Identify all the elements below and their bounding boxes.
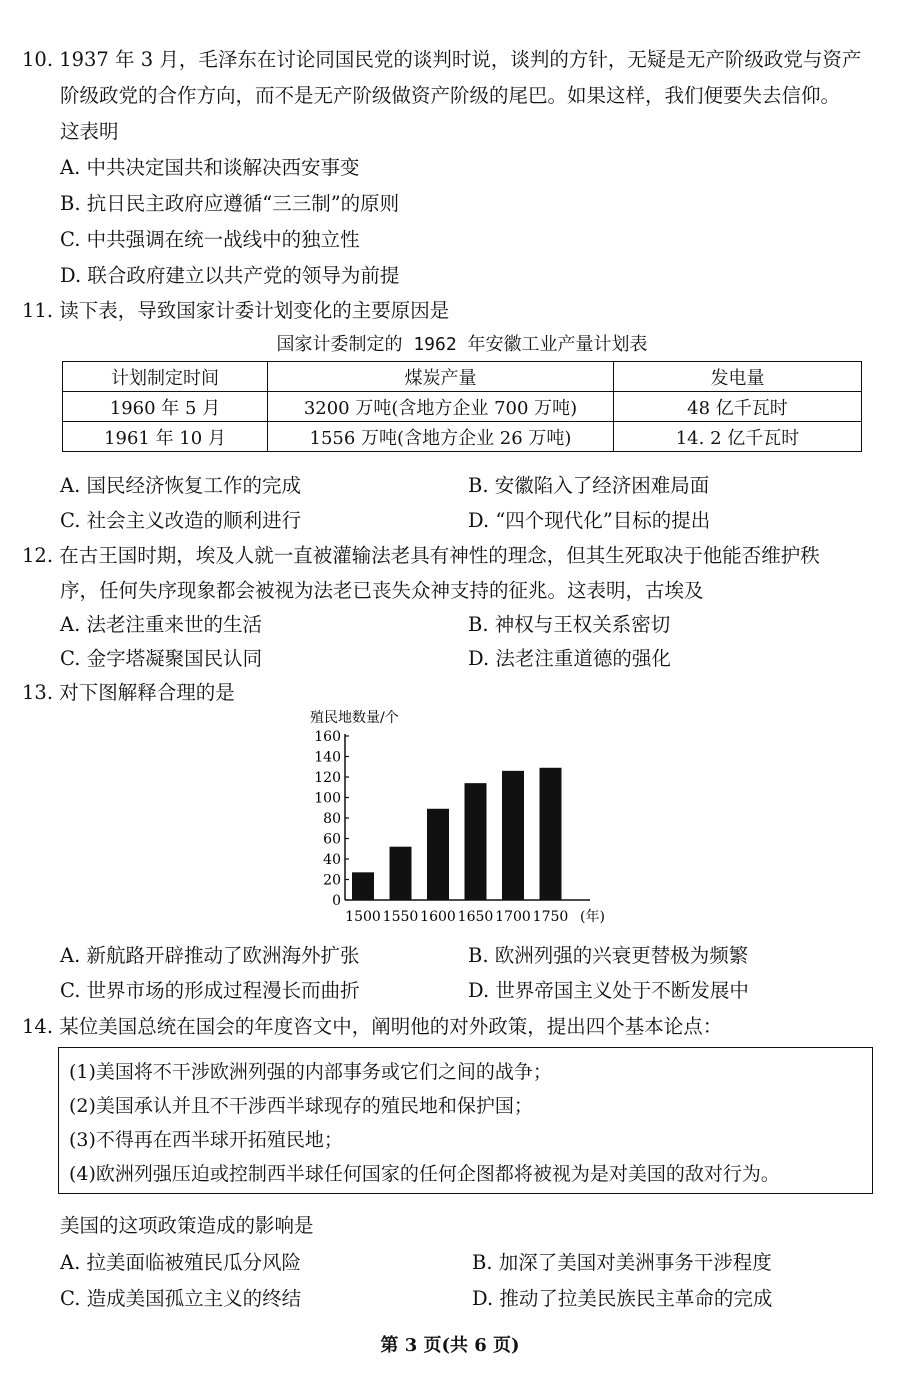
q14-quote-box <box>58 1047 873 1194</box>
y-tick-label: 80 <box>323 811 341 827</box>
table-header-cell: 发电量 <box>614 362 862 392</box>
x-tick-label: 1500 <box>345 909 381 925</box>
q10-option-d: D. 联合政府建立以共产党的领导为前提 <box>60 264 400 287</box>
q10-stem-line1: 10. 1937 年 3 月，毛泽东在讨论同国民党的谈判时说，谈判的方针，无疑是无产阶级政党与资产 <box>22 48 862 71</box>
table-cell: 48 亿千瓦时 <box>614 392 862 422</box>
bar-1500 <box>352 872 374 900</box>
bar-1600 <box>427 809 449 900</box>
q11-option-c: C. 社会主义改造的顺利进行 <box>60 509 302 532</box>
y-tick-label: 20 <box>323 872 341 889</box>
q14-option-c: C. 造成美国孤立主义的终结 <box>60 1287 302 1310</box>
colony-bar-chart <box>300 700 630 932</box>
y-tick-label: 0 <box>332 893 341 909</box>
bars <box>352 768 562 900</box>
x-tick-label: 1600 <box>420 909 456 925</box>
q11-option-b: B. 安徽陷入了经济困难局面 <box>468 474 710 497</box>
table-header-cell: 煤炭产量 <box>268 362 614 392</box>
bar-1650 <box>465 783 487 900</box>
table-header-row <box>63 362 862 392</box>
table-cell: 1960 年 5 月 <box>63 392 268 422</box>
q12-option-a: A. 法老注重来世的生活 <box>60 613 262 636</box>
q14-stem: 14. 某位美国总统在国会的年度咨文中，阐明他的对外政策，提出四个基本论点： <box>22 1015 723 1038</box>
q12-option-d: D. 法老注重道德的强化 <box>468 647 671 670</box>
q12-option-b: B. 神权与王权关系密切 <box>468 613 671 636</box>
q12-option-c: C. 金字塔凝聚国民认同 <box>60 647 263 670</box>
q10-stem-line3: 这表明 <box>60 120 119 143</box>
table-header-cell: 计划制定时间 <box>63 362 268 392</box>
q13-option-a: A. 新航路开辟推动了欧洲海外扩张 <box>60 944 360 967</box>
y-ticks <box>314 729 349 909</box>
q14-point-3: (3)不得再在西半球开拓殖民地； <box>69 1129 343 1151</box>
q13-stem: 13. 对下图解释合理的是 <box>22 681 235 704</box>
q11-option-d: D. “四个现代化”目标的提出 <box>468 509 711 532</box>
y-tick-label: 140 <box>314 749 341 766</box>
table-cell: 3200 万吨(含地方企业 700 万吨) <box>268 392 614 422</box>
y-tick-label: 60 <box>323 831 341 848</box>
q13-option-b: B. 欧洲列强的兴衰更替极为频繁 <box>468 944 749 967</box>
table-cell: 14. 2 亿千瓦时 <box>614 422 862 452</box>
q12-stem-line1: 12. 在古王国时期，埃及人就一直被灌输法老具有神性的理念，但其生死取决于他能否维护秩 <box>22 544 820 567</box>
q10-option-b: B. 抗日民主政府应遵循“三三制”的原则 <box>60 192 400 215</box>
bar-1700 <box>502 771 524 900</box>
q10-option-c: C. 中共强调在统一战线中的独立性 <box>60 228 360 251</box>
x-tick-label: 1550 <box>382 909 419 925</box>
q14-point-4: (4)欧洲列强压迫或控制西半球任何国家的任何企图都将被视为是对美国的敌对行为。 <box>69 1163 780 1185</box>
plan-table <box>62 361 862 452</box>
q14-option-a: A. 拉美面临被殖民瓜分风险 <box>60 1251 301 1274</box>
q12-stem-line2: 序，任何失序现象都会被视为法老已丧失众神支持的征兆。这表明，古埃及 <box>60 579 704 602</box>
table-row <box>63 392 862 422</box>
table-cell: 1556 万吨(含地方企业 26 万吨) <box>268 422 614 452</box>
page-number: 第 3 页(共 6 页) <box>380 1335 520 1356</box>
q13-option-c: C. 世界市场的形成过程漫长而曲折 <box>60 979 360 1002</box>
x-tick-label: 1750 <box>532 909 569 925</box>
q13-option-d: D. 世界帝国主义处于不断发展中 <box>468 979 749 1002</box>
y-tick-label: 160 <box>314 729 341 745</box>
x-ticks <box>345 909 568 925</box>
chart-xlabel: (年) <box>580 909 605 925</box>
bar-1550 <box>390 847 412 900</box>
chart-ylabel: 殖民地数量/个 <box>310 710 399 726</box>
y-tick-label: 120 <box>314 770 341 786</box>
y-tick-label: 40 <box>323 852 341 868</box>
q10-stem-line2: 阶级政党的合作方向，而不是无产阶级做资产阶级的尾巴。如果这样，我们便要失去信仰。 <box>60 84 841 107</box>
bar-1750 <box>540 768 562 900</box>
q14-point-1: (1)美国将不干涉欧洲列强的内部事务或它们之间的战争； <box>69 1061 552 1083</box>
q10-option-a: A. 中共决定国共和谈解决西安事变 <box>60 156 360 179</box>
table-cell: 1961 年 10 月 <box>63 422 268 452</box>
q11-option-a: A. 国民经济恢复工作的完成 <box>60 474 301 497</box>
q14-option-b: B. 加深了美国对美洲事务干涉程度 <box>472 1251 772 1274</box>
x-tick-label: 1700 <box>495 909 531 925</box>
q11-table-title: 国家计委制定的 1962 年安徽工业产量计划表 <box>276 334 648 355</box>
table-row <box>63 422 862 452</box>
x-tick-label: 1650 <box>457 909 494 925</box>
q14-option-d: D. 推动了拉美民族民主革命的完成 <box>472 1287 773 1310</box>
y-tick-label: 100 <box>314 790 341 807</box>
q14-point-2: (2)美国承认并且不干涉西半球现存的殖民地和保护国； <box>69 1095 533 1117</box>
q11-stem: 11. 读下表，导致国家计委计划变化的主要原因是 <box>22 299 450 322</box>
q14-followup: 美国的这项政策造成的影响是 <box>60 1214 314 1237</box>
